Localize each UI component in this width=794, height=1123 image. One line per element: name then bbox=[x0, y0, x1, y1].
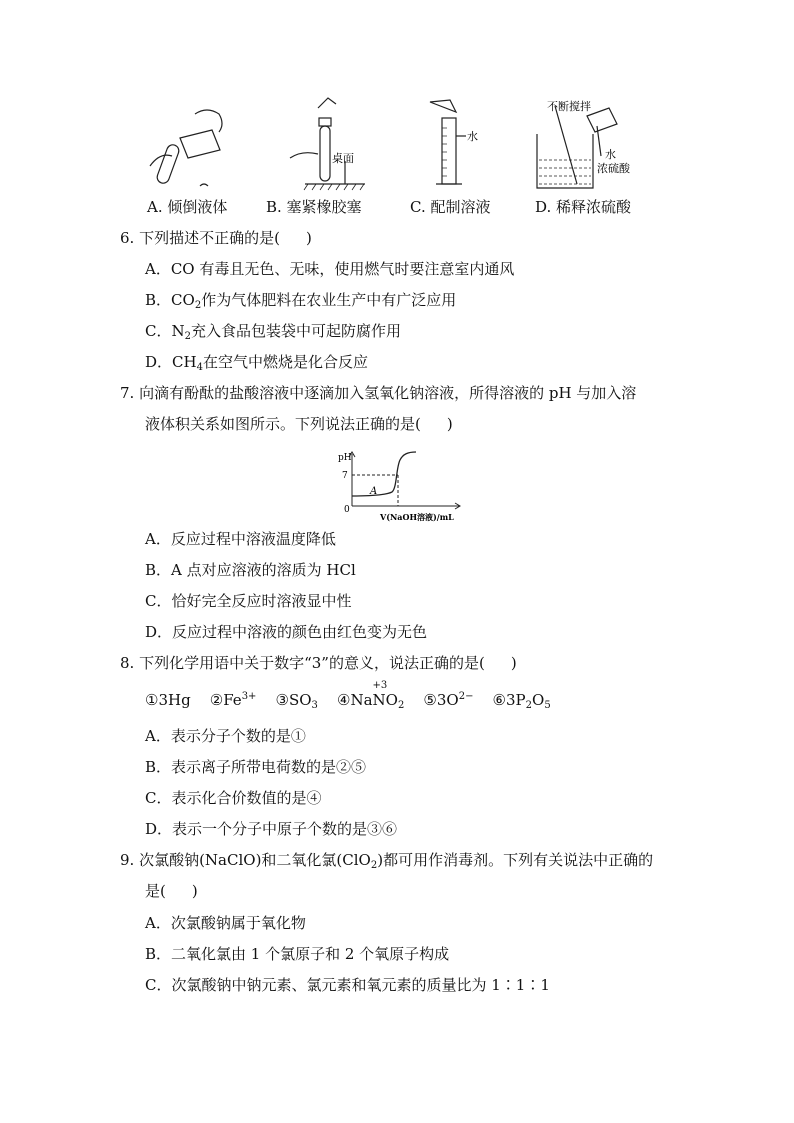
question-6-option-d: D．$CH_4$在空气中燃烧是化合反应 bbox=[145, 353, 368, 373]
question-7-option-a: A．反应过程中溶液温度降低 bbox=[145, 530, 336, 548]
pour-liquid-illustration bbox=[140, 96, 260, 196]
figure-b-caption: B. 塞紧橡胶塞 bbox=[266, 198, 362, 216]
question-8-option-d: D．表示一个分子中原子个数的是③⑥ bbox=[145, 820, 398, 838]
figure-c bbox=[410, 96, 510, 216]
figure-a-caption: A. 倾倒液体 bbox=[147, 198, 228, 216]
question-8-formulas bbox=[145, 680, 551, 711]
figure-b-label: 桌面 bbox=[332, 152, 354, 165]
graph-origin: 0 bbox=[344, 505, 350, 515]
question-7-option-c: C．恰好完全反应时溶液显中性 bbox=[145, 592, 352, 610]
ph-curve bbox=[352, 452, 416, 496]
figure-d-label-acid: 浓硫酸 bbox=[597, 162, 630, 175]
question-9-option-b: B．二氧化氯由 1 个氯原子和 2 个氧原子构成 bbox=[145, 945, 450, 963]
figure-d-label-stir: 不断搅拌 bbox=[547, 100, 591, 113]
ph-curve-graph bbox=[330, 448, 470, 530]
formula-6: $⑥3P_2O_5$ bbox=[492, 691, 551, 711]
formula-3: $③SO_3$ bbox=[275, 691, 318, 711]
question-7-option-d: D．反应过程中溶液的颜色由红色变为无色 bbox=[145, 623, 428, 641]
question-9-option-a: A．次氯酸钠属于氧化物 bbox=[145, 914, 306, 932]
figure-c-caption: C. 配制溶液 bbox=[410, 198, 491, 216]
question-7-stem-cont: 液体积关系如图所示。下列说法正确的是( ) bbox=[145, 415, 453, 433]
formula-5: $⑤3O^{2-}$ bbox=[423, 691, 474, 709]
figure-d-label-water: 水 bbox=[605, 148, 616, 161]
question-6-option-c: C．$N_2$充入食品包装袋中可起防腐作用 bbox=[145, 322, 401, 342]
question-7-stem: 7. 向滴有酚酞的盐酸溶液中逐滴加入氢氧化钠溶液，所得溶液的 pH 与加入溶 bbox=[120, 384, 637, 402]
graph-xlabel: V(NaOH溶液)/mL bbox=[380, 512, 454, 522]
figure-row bbox=[140, 96, 680, 220]
question-9-stem: 9. 次氯酸钠(NaClO)和二氧化氯(ClO$_2$)都可用作消毒剂。下列有关说法中正确的 bbox=[120, 851, 654, 871]
graph-ylabel: pH bbox=[338, 453, 352, 463]
question-7-option-b: B．A 点对应溶液的溶质为 HCl bbox=[145, 561, 356, 579]
graph-point-a: A bbox=[370, 486, 378, 497]
question-8-option-b: B．表示离子所带电荷数的是②⑤ bbox=[145, 758, 367, 776]
figure-b bbox=[266, 96, 380, 216]
formula-2: $②Fe^{3+}$ bbox=[209, 691, 257, 709]
graduated-cylinder-illustration bbox=[410, 96, 510, 196]
question-8-option-a: A．表示分子个数的是① bbox=[145, 727, 306, 745]
question-9-option-c: C．次氯酸钠中钠元素、氯元素和氧元素的质量比为 1∶1∶1 bbox=[145, 976, 550, 994]
cork-stopper-illustration bbox=[270, 96, 380, 196]
question-6-option-b: B．$CO_2$作为气体肥料在农业生产中有广泛应用 bbox=[145, 291, 457, 311]
question-6-stem: 6. 下列描述不正确的是( ) bbox=[120, 229, 312, 247]
dilute-acid-illustration bbox=[535, 96, 680, 196]
figure-d bbox=[535, 96, 680, 216]
formula-1: ①3Hg bbox=[145, 691, 191, 709]
question-8-option-c: C．表示化合价数值的是④ bbox=[145, 789, 322, 807]
figure-c-label: 水 bbox=[467, 130, 478, 143]
question-6-option-a: A．CO 有毒且无色、无味，使用燃气时要注意室内通风 bbox=[145, 260, 515, 278]
question-8-stem: 8. 下列化学用语中关于数字“3”的意义，说法正确的是( ) bbox=[120, 654, 517, 672]
figure-a bbox=[140, 96, 260, 216]
ph-curve-svg bbox=[330, 448, 470, 526]
figure-d-caption: D. 稀释浓硫酸 bbox=[535, 198, 632, 216]
formula-4: ④Na +3 $NO_2$ bbox=[337, 680, 405, 711]
graph-tick-7: 7 bbox=[342, 471, 348, 481]
question-9-stem-cont: 是( ) bbox=[145, 882, 198, 900]
